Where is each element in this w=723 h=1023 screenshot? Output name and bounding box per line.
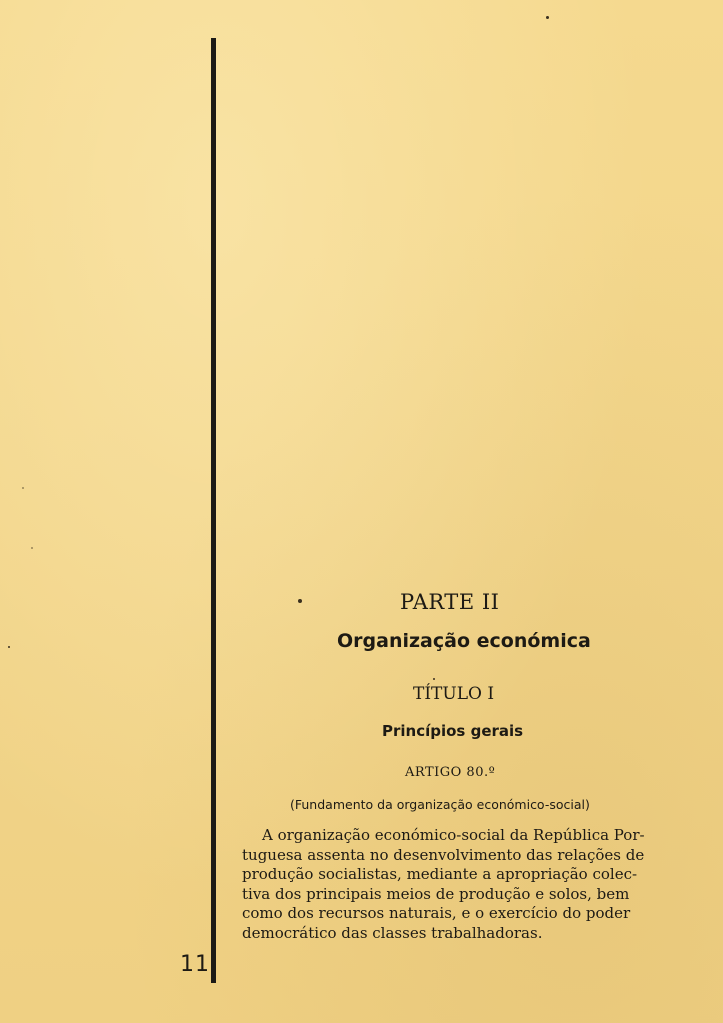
article-heading: (Fundamento da organização económico-social) — [290, 797, 590, 812]
ink-speck — [433, 678, 435, 680]
margin-rule — [211, 38, 216, 983]
ink-speck — [298, 599, 302, 603]
part-subtitle: Organização económica — [337, 630, 591, 652]
article-body-line: produção socialistas, mediante a apropriação colec- — [242, 865, 638, 883]
title-subtitle: Princípios gerais — [382, 722, 524, 740]
part-title: PARTE II — [400, 590, 500, 614]
article-body — [242, 826, 662, 943]
ink-speck — [22, 487, 24, 489]
page-number: 11 — [180, 952, 210, 977]
article-body-line: como dos recursos naturais, e o exercício do poder — [242, 904, 631, 922]
article-body-line: tuguesa assenta no desenvolvimento das relações de — [242, 845, 645, 864]
title-heading: TÍTULO I — [413, 684, 495, 704]
ink-speck — [31, 547, 33, 549]
ink-speck — [546, 16, 549, 19]
article-label: ARTIGO 80.º — [405, 765, 496, 780]
article-body-line: A organização económico-social da República Por- — [262, 826, 645, 844]
ink-speck — [8, 646, 10, 648]
article-body-line: tiva dos principais meios de produção e solos, bem — [242, 884, 630, 903]
article-body-line: democrático das classes trabalhadoras. — [242, 923, 543, 942]
